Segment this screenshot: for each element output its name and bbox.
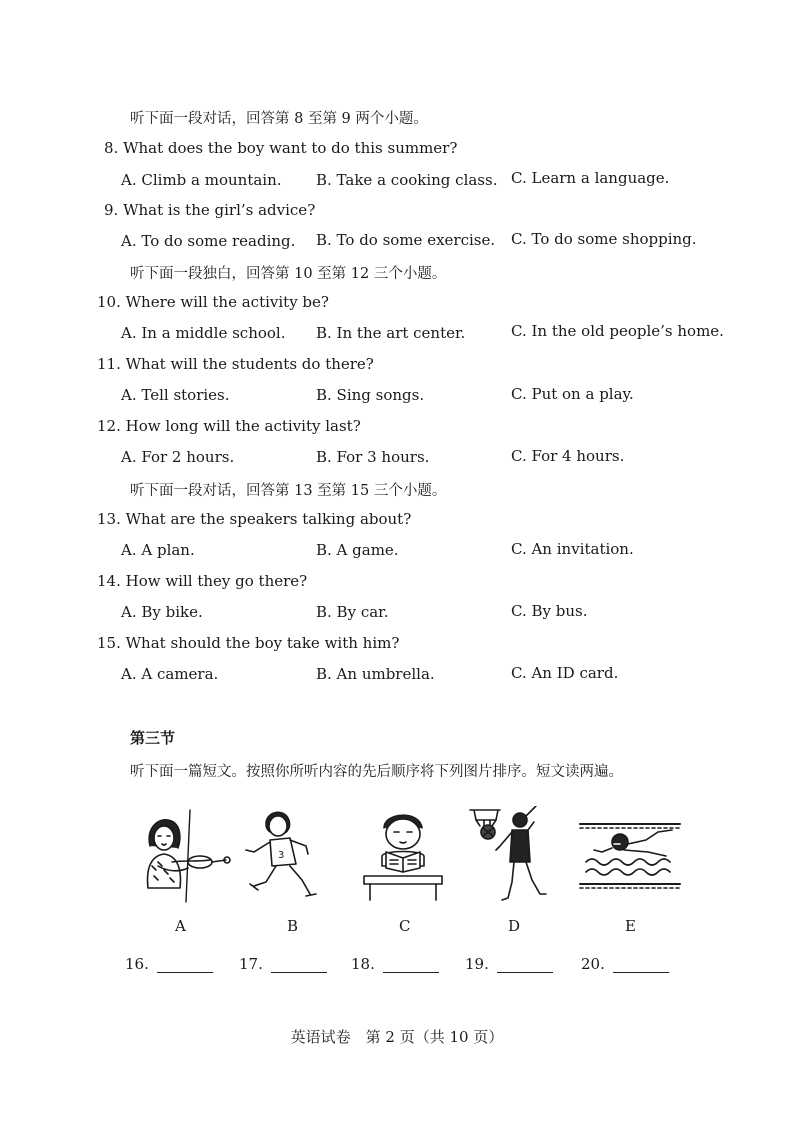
picture-label-e: E: [625, 917, 636, 935]
picture-label-b: B: [287, 917, 299, 935]
q10-option-c: C. In the old people’s home.: [511, 322, 724, 340]
q11-option-a: A. Tell stories.: [121, 386, 230, 404]
answer-line[interactable]: [271, 958, 327, 973]
blank-number: 17.: [239, 955, 263, 973]
question-8: 8. What does the boy want to do this summer?: [104, 139, 458, 157]
q9-option-b: B. To do some exercise.: [316, 231, 496, 249]
q14-option-c: C. By bus.: [511, 602, 588, 620]
section-instruction-3: 听下面一段对话，回答第 13 至第 15 三个小题。: [130, 483, 447, 499]
q12-option-b: B. For 3 hours.: [316, 448, 430, 466]
answer-blank-16[interactable]: [125, 955, 213, 973]
picture-label-d: D: [508, 917, 521, 935]
q12-option-c: C. For 4 hours.: [511, 447, 625, 465]
blank-number: 16.: [125, 955, 149, 973]
q11-option-b: B. Sing songs.: [316, 386, 425, 404]
q15-option-a: A. A camera.: [121, 665, 219, 683]
q8-option-a: A. Climb a mountain.: [121, 171, 282, 189]
blank-number: 20.: [581, 955, 605, 973]
picture-b-running: [236, 806, 346, 906]
q8-option-c: C. Learn a language.: [511, 169, 670, 187]
q9-option-a: A. To do some reading.: [121, 232, 296, 250]
q10-option-a: A. In a middle school.: [121, 324, 286, 342]
q14-option-b: B. By car.: [316, 603, 389, 621]
question-13: 13. What are the speakers talking about?: [97, 510, 412, 528]
answer-line[interactable]: [157, 958, 213, 973]
question-10: 10. Where will the activity be?: [97, 293, 329, 311]
question-9: 9. What is the girl’s advice?: [104, 201, 316, 219]
answer-blank-17[interactable]: [239, 955, 327, 973]
answer-line[interactable]: [497, 958, 553, 973]
part3-instruction: 听下面一篇短文。按照你所听内容的先后顺序将下列图片排序。短文读两遍。: [130, 764, 623, 780]
q15-option-b: B. An umbrella.: [316, 665, 435, 683]
question-15: 15. What should the boy take with him?: [97, 634, 400, 652]
question-14: 14. How will they go there?: [97, 572, 308, 590]
q15-option-c: C. An ID card.: [511, 664, 619, 682]
blank-number: 18.: [351, 955, 375, 973]
q13-option-a: A. A plan.: [121, 541, 195, 559]
blank-number: 19.: [465, 955, 489, 973]
q13-option-c: C. An invitation.: [511, 540, 634, 558]
q8-option-b: B. Take a cooking class.: [316, 171, 498, 189]
answer-line[interactable]: [383, 958, 439, 973]
picture-e-swimming: [576, 806, 686, 906]
page-footer: 英语试卷 第 2 页（共 10 页）: [290, 1028, 504, 1046]
q12-option-a: A. For 2 hours.: [121, 448, 235, 466]
q9-option-c: C. To do some shopping.: [511, 230, 697, 248]
q14-option-a: A. By bike.: [121, 603, 203, 621]
answer-blank-19[interactable]: [465, 955, 553, 973]
answer-line[interactable]: [613, 958, 669, 973]
question-11: 11. What will the students do there?: [97, 355, 374, 373]
svg-text:3: 3: [278, 850, 285, 861]
q10-option-b: B. In the art center.: [316, 324, 466, 342]
picture-a-violin: [128, 806, 238, 906]
picture-d-basketball: [460, 806, 570, 906]
part3-heading: 第三节: [130, 729, 176, 747]
q11-option-c: C. Put on a play.: [511, 385, 634, 403]
answer-blank-18[interactable]: [351, 955, 439, 973]
section-instruction-2: 听下面一段独白，回答第 10 至第 12 三个小题。: [130, 266, 447, 282]
q13-option-b: B. A game.: [316, 541, 399, 559]
section-instruction-1: 听下面一段对话，回答第 8 至第 9 两个小题。: [130, 111, 428, 127]
answer-blank-20[interactable]: [581, 955, 669, 973]
question-12: 12. How long will the activity last?: [97, 417, 361, 435]
picture-label-a: A: [175, 917, 186, 935]
picture-label-c: C: [399, 917, 411, 935]
picture-c-reading: [350, 806, 460, 906]
